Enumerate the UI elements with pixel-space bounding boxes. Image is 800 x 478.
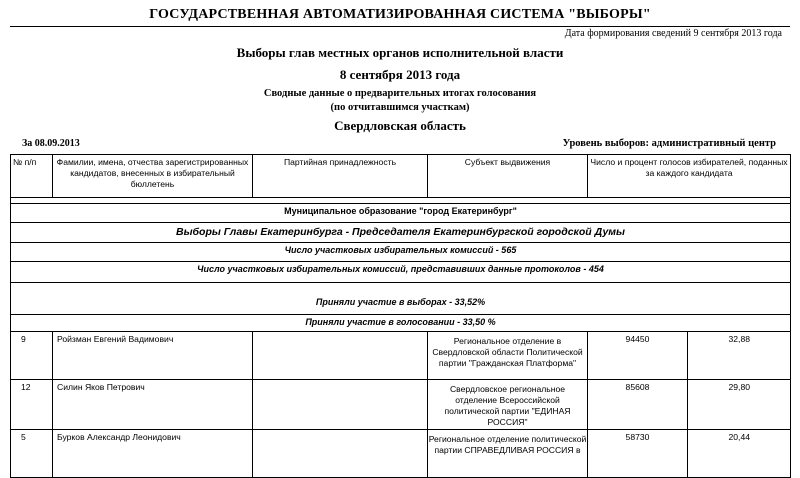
system-banner: ГОСУДАРСТВЕННАЯ АВТОМАТИЗИРОВАННАЯ СИСТЕМА "ВЫБОРЫ" (149, 7, 651, 22)
turnout-elections-row: Приняли участие в выборах - 33,52% (11, 283, 791, 315)
candidate-name: Бурков Александр Леонидович (53, 430, 253, 478)
header-candidate-name: Фамилии, имена, отчества зарегистрированных кандидатов, внесенных в избирательный бюллетень (53, 155, 253, 198)
commissions-reported-row: Число участковых избирательных комиссий, представивших данные протоколов - 454 (11, 262, 791, 283)
candidate-votes: 58730 (588, 430, 688, 478)
candidate-party (253, 430, 428, 478)
results-table-container (10, 154, 790, 478)
table-header-row (11, 155, 791, 198)
generation-date: Дата формирования сведений 9 сентября 2013 года (564, 28, 782, 39)
banner-divider (10, 26, 790, 27)
section-row (11, 283, 791, 315)
as-of-date: За 08.09.2013 (22, 138, 80, 149)
candidate-party (253, 380, 428, 430)
header-nominator: Субъект выдвижения (428, 155, 588, 198)
header-votes: Число и процент голосов избирателей, поданных за каждого кандидата (588, 155, 791, 198)
election-date: 8 сентября 2013 года (339, 67, 461, 82)
candidate-votes: 94450 (588, 332, 688, 380)
header-party: Партийная принадлежность (253, 155, 428, 198)
section-row (11, 223, 791, 243)
candidate-nominator: Свердловское региональное отделение Всероссийской политической партии "ЕДИНАЯ РОССИЯ" (428, 380, 588, 430)
municipality-row: Муниципальное образование "город Екатеринбург" (11, 204, 791, 223)
results-table (10, 154, 791, 478)
table-row (11, 332, 791, 380)
candidate-percent: 29,80 (688, 380, 791, 430)
turnout-voting-row: Приняли участие в голосовании - 33,50 % (11, 315, 791, 332)
region-title: Свердловская область (334, 118, 466, 133)
commissions-count-row: Число участковых избирательных комиссий - 565 (11, 243, 791, 262)
section-row (11, 262, 791, 283)
election-title: Выборы глав местных органов исполнительной власти (236, 45, 564, 60)
candidate-num: 12 (11, 380, 53, 430)
candidate-percent: 20,44 (688, 430, 791, 478)
candidate-num: 5 (11, 430, 53, 478)
candidate-nominator: Региональное отделение политической партии СПРАВЕДЛИВАЯ РОССИЯ в (428, 430, 588, 478)
candidate-num: 9 (11, 332, 53, 380)
candidate-party (253, 332, 428, 380)
candidate-name: Силин Яков Петрович (53, 380, 253, 430)
section-row (11, 204, 791, 223)
election-name-row: Выборы Главы Екатеринбурга - Председателя Екатеринбургской городской Думы (11, 223, 791, 243)
candidate-name: Ройзман Евгений Вадимович (53, 332, 253, 380)
summary-title: Сводные данные о предварительных итогах голосования (263, 88, 537, 99)
section-row (11, 243, 791, 262)
header-num: № п/п (11, 155, 53, 198)
election-level: Уровень выборов: административный центр (562, 138, 776, 149)
table-row (11, 430, 791, 478)
candidate-percent: 32,88 (688, 332, 791, 380)
summary-subtitle: (по отчитавшимся участкам) (330, 102, 470, 113)
candidate-nominator: Региональное отделение в Свердловской области Политической партии "Гражданская Платформа" (428, 332, 588, 380)
candidate-votes: 85608 (588, 380, 688, 430)
table-row (11, 380, 791, 430)
section-row (11, 315, 791, 332)
